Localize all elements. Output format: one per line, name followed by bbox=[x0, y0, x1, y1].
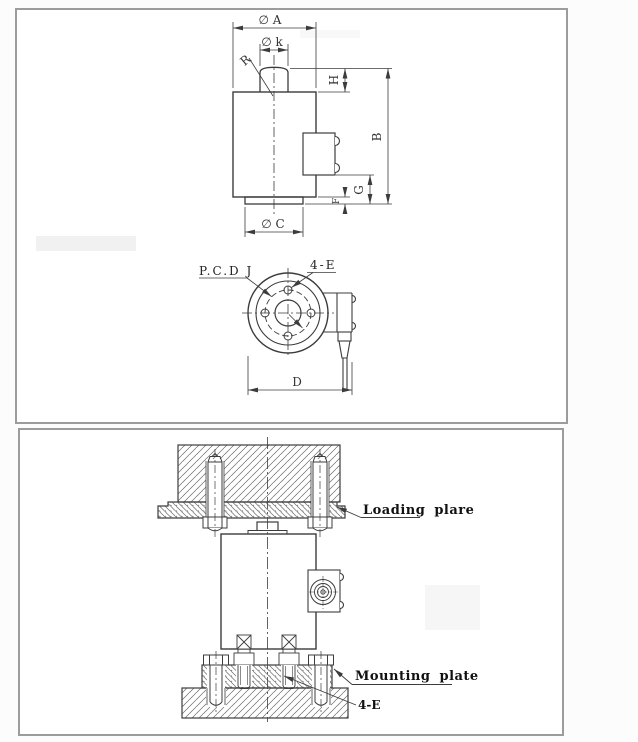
top-panel-frame bbox=[16, 9, 567, 423]
connector-tab bbox=[340, 602, 344, 609]
dim-h-label: H bbox=[327, 74, 341, 86]
loading-plate-bolt-right bbox=[308, 449, 332, 537]
cell-body bbox=[221, 534, 316, 649]
pcd-label: P.C.D J bbox=[199, 264, 254, 278]
holes-label: 4-E bbox=[310, 258, 337, 272]
dim-f-label: F bbox=[332, 197, 342, 205]
dim-b-label: B bbox=[370, 132, 384, 142]
loading-plate-label: Loading plare bbox=[363, 503, 475, 518]
mounting-plate-label: Mounting plate bbox=[355, 669, 479, 684]
dim-g-label: G bbox=[352, 185, 366, 195]
connector-side bbox=[303, 133, 340, 175]
connector-tab bbox=[335, 137, 339, 146]
dim-d-label: D bbox=[292, 375, 302, 389]
loading-plate-bolt-left bbox=[203, 449, 227, 537]
dim-k-label: ∅ k bbox=[261, 35, 283, 49]
scan-artifact bbox=[36, 236, 136, 251]
dim-c-label: ∅ C bbox=[261, 217, 285, 231]
radius-label: R bbox=[237, 51, 254, 69]
connector-installed bbox=[308, 570, 344, 612]
dim-a-label: ∅ A bbox=[258, 13, 282, 27]
connector-tab bbox=[340, 574, 344, 581]
holes-label-bottom: 4-E bbox=[358, 698, 381, 712]
mounting-plate-callout bbox=[334, 669, 479, 685]
scan-artifact bbox=[300, 30, 360, 38]
mounting-bolt-right bbox=[309, 651, 334, 712]
mounting-bolt-left bbox=[204, 651, 229, 712]
connector-tab bbox=[335, 164, 340, 173]
scan-artifact bbox=[425, 585, 480, 630]
